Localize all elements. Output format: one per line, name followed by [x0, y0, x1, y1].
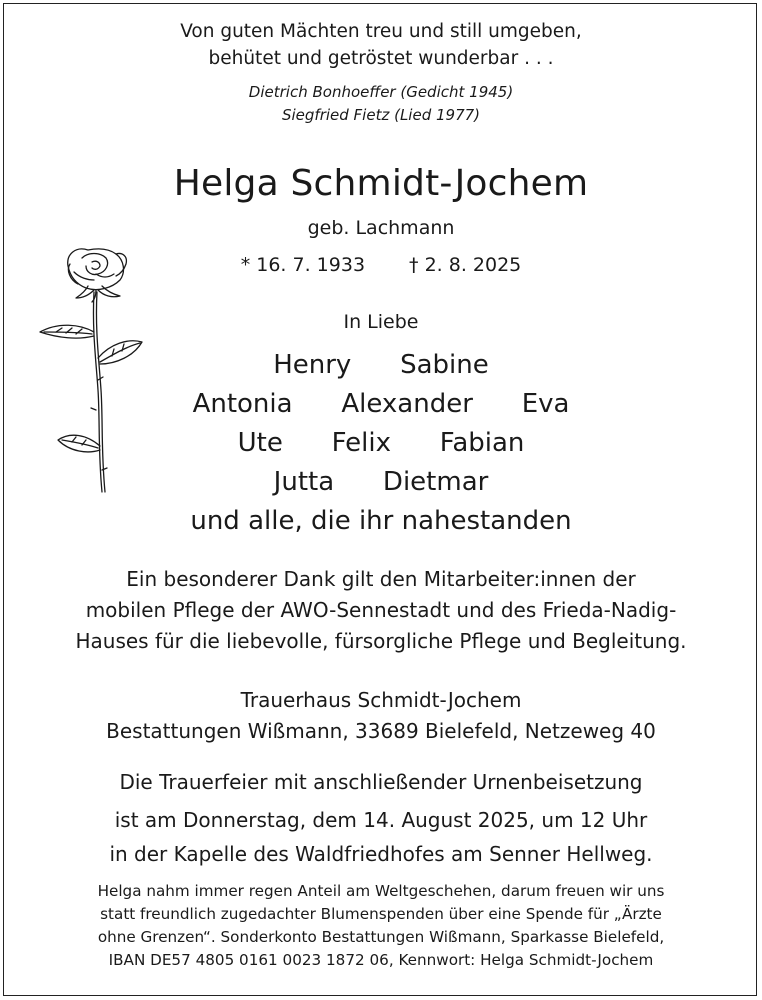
birth-date: * 16. 7. 1933 — [240, 254, 366, 276]
ceremony-line: in der Kapelle des Waldfriedhofes am Senner Hellweg. — [109, 842, 653, 866]
donation-line: IBAN DE57 4805 0161 0023 1872 06, Kennwort: Helga Schmidt-Jochem — [108, 951, 654, 969]
mourner-line: Ute Felix Fabian — [237, 428, 525, 458]
in-love-label: In Liebe — [343, 311, 419, 333]
quote-line-1: Von guten Mächten treu und still umgeben, — [180, 21, 582, 42]
death-date: † 2. 8. 2025 — [409, 254, 522, 276]
ceremony-line: ist am Donnerstag, dem 14. August 2025, um 12 Uhr — [114, 808, 648, 832]
mourning-house: Trauerhaus Schmidt-Jochem — [240, 688, 522, 712]
thanks-line: Hauses für die liebevolle, fürsorgliche Pflege und Begleitung. — [75, 629, 687, 653]
quote-composer: Siegfried Fietz (Lied 1977) — [281, 106, 481, 124]
donation-line: statt freundlich zugedachter Blumenspenden über eine Spende für „Ärzte — [100, 905, 662, 923]
thanks-line: Ein besonderer Dank gilt den Mitarbeiter:innen der — [126, 567, 636, 591]
quote-author: Dietrich Bonhoeffer (Gedicht 1945) — [248, 83, 514, 101]
donation-line: ohne Grenzen“. Sonderkonto Bestattungen Wißmann, Sparkasse Bielefeld, — [97, 928, 665, 946]
mourner-line: Jutta Dietmar — [273, 467, 489, 497]
funeral-home-address: Bestattungen Wißmann, 33689 Bielefeld, Netzeweg 40 — [106, 719, 656, 743]
quote-line-2: behütet und getröstet wunderbar . . . — [208, 48, 554, 69]
ceremony-line: Die Trauerfeier mit anschließender Urnenbeisetzung — [119, 770, 643, 794]
mourner-line: Henry Sabine — [273, 350, 489, 380]
donation-line: Helga nahm immer regen Anteil am Weltgeschehen, darum freuen wir uns — [97, 882, 665, 900]
mourners-closing: und alle, die ihr nahestanden — [190, 506, 572, 536]
deceased-name: Helga Schmidt-Jochem — [173, 163, 589, 204]
thanks-line: mobilen Pflege der AWO-Sennestadt und des Frieda-Nadig- — [85, 598, 677, 622]
birth-name: geb. Lachmann — [307, 217, 455, 239]
mourner-line: Antonia Alexander Eva — [192, 389, 570, 419]
